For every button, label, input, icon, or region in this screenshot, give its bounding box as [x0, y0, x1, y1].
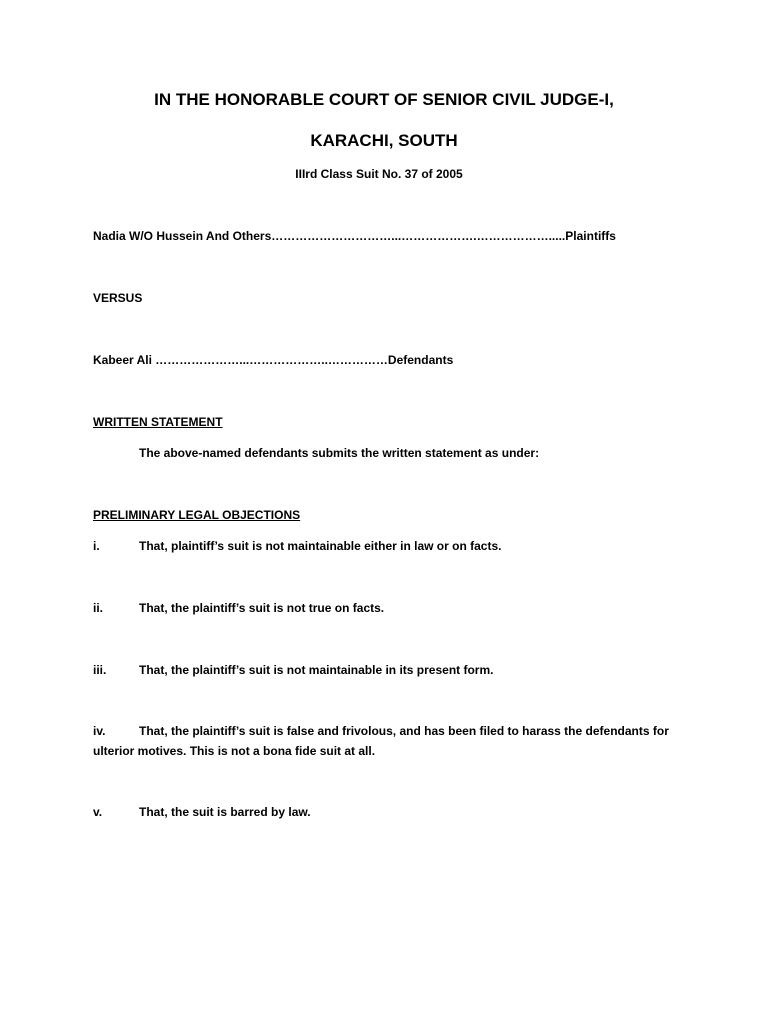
written-statement-intro: The above-named defendants submits the written statement as under:	[139, 446, 540, 460]
objection-text: That, the plaintiff’s suit is not true on facts.	[139, 601, 385, 615]
defendant-role: Defendants	[387, 353, 454, 367]
objection-number: iii.	[93, 663, 107, 677]
objection-number: i.	[93, 539, 100, 553]
written-statement-heading: WRITTEN STATEMENT	[93, 415, 223, 429]
objection-text: That, plaintiff’s suit is not maintainable either in law or on facts.	[139, 539, 502, 553]
defendant-line	[93, 353, 453, 367]
plaintiff-line	[93, 229, 616, 243]
defendant-name: Kabeer Ali	[93, 353, 156, 367]
versus-label: VERSUS	[93, 291, 143, 305]
objection-number: iv.	[93, 724, 106, 738]
objection-text: That, the suit is barred by law.	[139, 805, 311, 819]
objection-text: That, the plaintiff’s suit is false and frivolous, and has been filed to harass the defendants for ulterior motives. This is not a bona fide suit at all.	[93, 724, 669, 758]
plaintiff-name: Nadia W/O Hussein And Others	[93, 229, 272, 243]
defendant-dots: …………………...………………..……………	[155, 353, 388, 367]
objection-paragraph	[93, 721, 683, 761]
court-heading-line2: KARACHI, SOUTH	[310, 131, 458, 150]
objections-heading: PRELIMINARY LEGAL OBJECTIONS	[93, 508, 301, 522]
plaintiff-role: Plaintiffs	[565, 229, 616, 243]
objection-text: That, the plaintiff’s suit is not maintainable in its present form.	[139, 663, 494, 677]
court-heading-line1: IN THE HONORABLE COURT OF SENIOR CIVIL JUDGE-I,	[154, 90, 614, 109]
objection-number: ii.	[93, 601, 104, 615]
suit-number: IIIrd Class Suit No. 37 of 2005	[295, 167, 463, 181]
objection-number: v.	[93, 805, 103, 819]
plaintiff-dots: …………………………...……………….……………….....	[271, 229, 566, 243]
